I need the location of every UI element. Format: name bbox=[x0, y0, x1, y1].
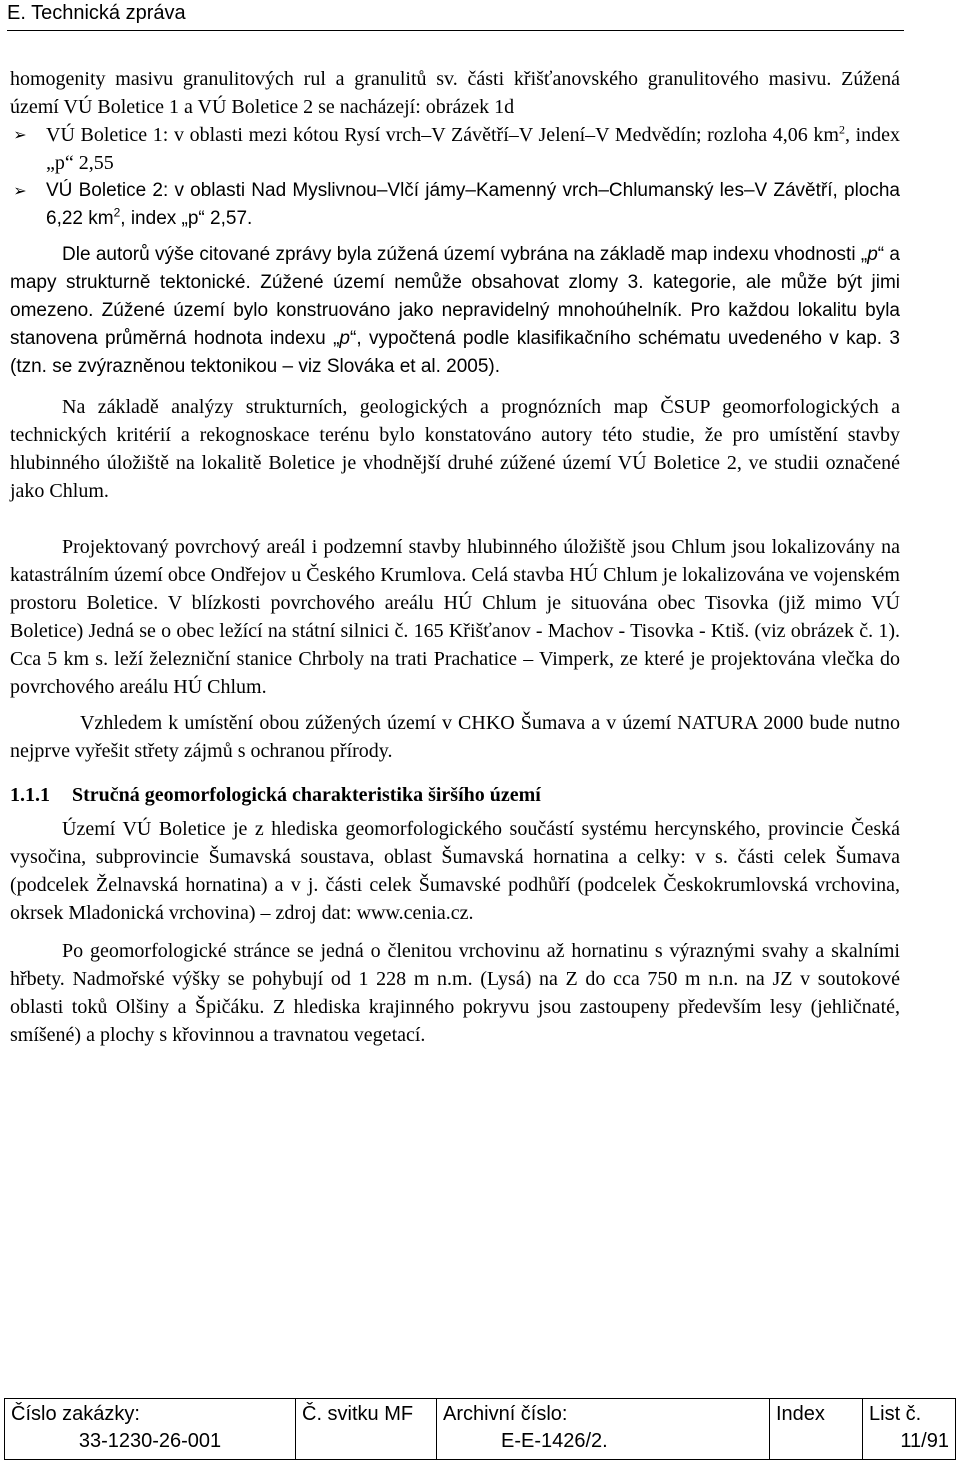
paragraph-intro: homogenity masivu granulitových rul a granulitů sv. části křišťanovského granulitového masivu. Zúžená území VÚ Boletice 1 a VÚ Boletice 2 se nacházejí: obrázek 1d bbox=[10, 68, 900, 118]
footer-list: List č. 11/91 bbox=[863, 1399, 956, 1460]
section-heading: 1.1.1 Stručná geomorfologická charakteristika širšího území bbox=[10, 784, 541, 806]
footer-index: Index bbox=[770, 1399, 863, 1460]
paragraph-relief: Po geomorfologické stránce se jedná o členitou vrchovinu až hornatinu s výraznými svahy a skalními hřbety. Nadmořské výšky se pohybují od 1 228 m n.m. (Lysá) na Z do cca 750 m n.n. na JZ v soutokové oblasti toků Olšiny a Špičáku. Z hlediska krajinného pokryvu jsou zastoupeny především lesy (jehličnaté, smíšené) a plochy s křovinnou a travnatou vegetací. bbox=[10, 940, 900, 1046]
paragraph-chko: Vzhledem k umístění obou zúžených území v CHKO Šumava a v území NATURA 2000 bude nutno nejprve vyřešit střety zájmů s ochranou přírody. bbox=[10, 712, 900, 762]
footer-zakazka: Číslo zakázky: 33-1230-26-001 bbox=[5, 1399, 296, 1460]
page-header bbox=[7, 0, 904, 31]
bullet-boletice-2: ➢ VÚ Boletice 2: v oblasti Nad Myslivnou–Vlčí jámy–Kamenný vrch–Chlumanský les–V Závětří, plocha 6,22 $km^2$, index „p“ 2,57. bbox=[10, 177, 900, 233]
footer-svitku: Č. svitku MF bbox=[296, 1399, 437, 1460]
paragraph-authors: Dle autorů výše citované zprávy byla zúžená území vybrána na základě map indexu vhodnosti „p“ a mapy strukturně tektonické. Zúžené území nemůže obsahovat zlomy 3. kategorie, ale může být jimi omezeno. Zúžené území bylo konstruováno jako nepravidelný mnohoúhelník. Pro každou lokalitu byla stanovena průměrná hodnota indexu „p“, vypočtená podle klasifikačního schématu uvedeného v kap. 3 (tzn. se zvýrazněnou tektonikou – viz Slováka et al. 2005). bbox=[10, 244, 901, 377]
footer-archiv: Archivní číslo: E-E-1426/2. bbox=[437, 1399, 770, 1460]
bullet-boletice-1: ➢ VÚ Boletice 1: v oblasti mezi kótou Rysí vrch–V Závětří–V Jelení–V Medvědín; rozloha 4,06 $km^2$, index „p“ 2,55 bbox=[10, 121, 900, 177]
header-title: E. Technická zpráva bbox=[7, 2, 186, 24]
arrowhead-bullet-icon: ➢ bbox=[13, 181, 27, 200]
document-body bbox=[10, 65, 900, 1049]
paragraph-project: Projektovaný povrchový areál i podzemní stavby hlubinného úložiště jsou Chlum jsou lokalizovány na katastrálním území obce Ondřejov u Českého Krumlova. Celá stavba HÚ Chlum je lokalizována ve vojenském prostoru Boletice. V blízkosti povrchového areálu HÚ Chlum je situována obec Tisovka (již mimo VÚ Boletice) Jedná se o obec ležící na státní silnici č. 165 Křišťanov - Machov - Tisovka - Ktiš. (viz obrázek č. 1). Cca 5 km s. leží železniční stanice Chrboly na trati Prachatice – Vimperk, ze které je projektována vlečka do povrchového areálu HÚ Chlum. bbox=[10, 536, 900, 698]
arrowhead-bullet-icon: ➢ bbox=[13, 125, 27, 144]
paragraph-geomorph: Území VÚ Boletice je z hlediska geomorfologického součástí systému hercynského, provincie Česká vysočina, subprovincie Šumavská soustava, oblast Šumavská hornatina a celky: v s. části celek Šumava (podcelek Želnavská hornatina) a v j. části celek Šumavské podhůří (podcelek Českokrumlovská vrchovina, okrsek Mladonická vrchovina) – zdroj dat: www.cenia.cz. bbox=[10, 818, 900, 924]
footer-table bbox=[4, 1398, 956, 1460]
paragraph-analysis: Na základě analýzy strukturních, geologických a prognózních map ČSUP geomorfologických a technických kritérií a rekognoskace terénu bylo konstatováno autory této studie, že pro umístění stavby hlubinného úložiště na lokalitě Boletice je vhodnější druhé zúžené území VÚ Boletice 2, ve studii označené jako Chlum. bbox=[10, 396, 900, 502]
